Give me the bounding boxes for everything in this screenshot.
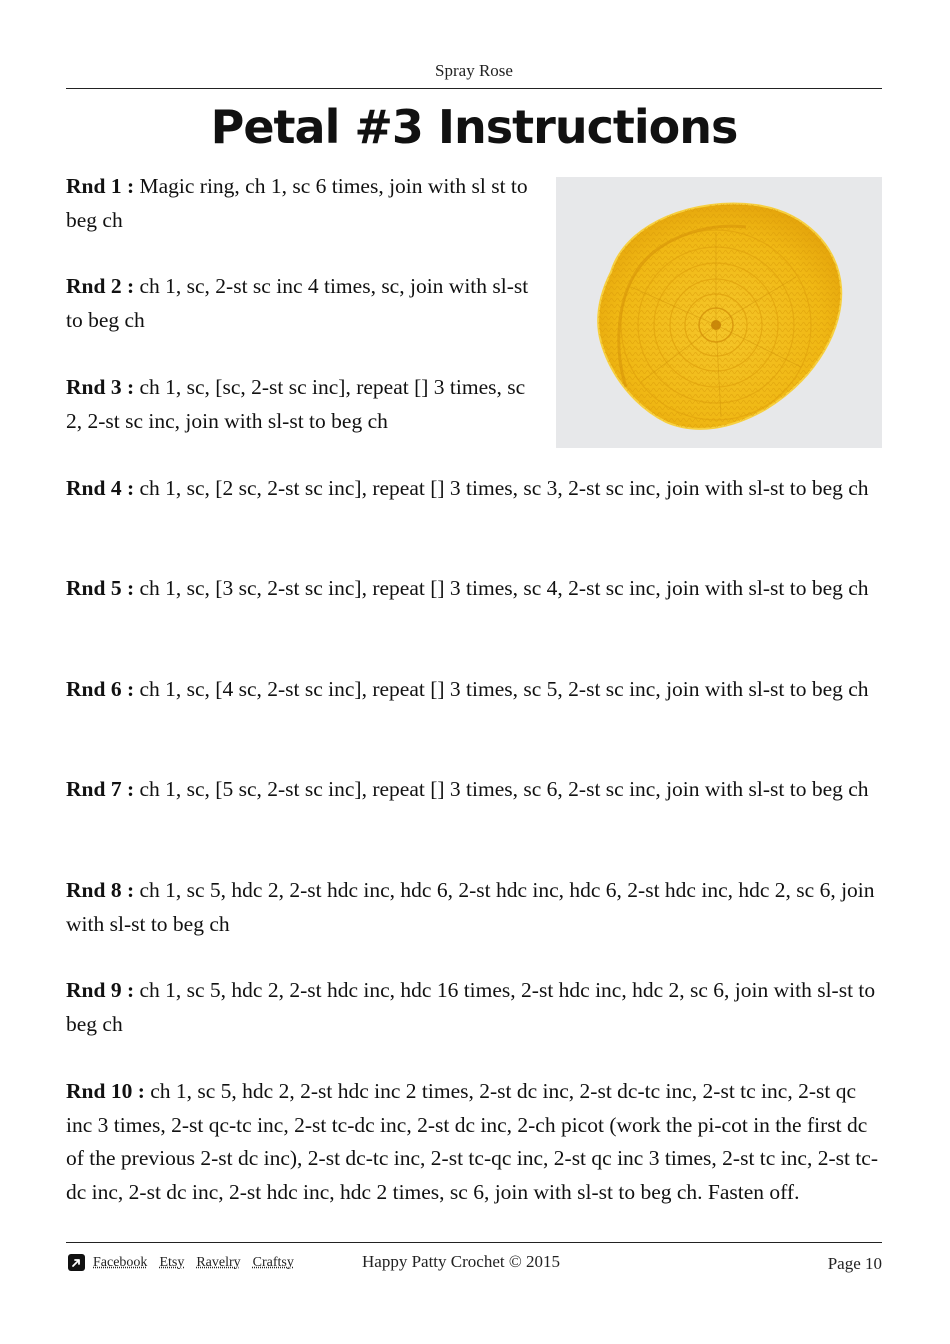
round-4-text: ch 1, sc, [2 sc, 2-st sc inc], repeat [] 3 times, sc 3, 2-st sc inc, join with sl-st to beg ch <box>134 476 869 500</box>
round-10-label: Rnd 10 : <box>66 1079 145 1103</box>
round-2-instruction <box>66 270 544 337</box>
header-rule <box>66 88 882 89</box>
round-8-text: ch 1, sc 5, hdc 2, 2-st hdc inc, hdc 6, 2-st hdc inc, hdc 6, 2-st hdc inc, hdc 2, sc 6, join with sl-st to beg ch <box>66 878 875 936</box>
round-6-text: ch 1, sc, [4 sc, 2-st sc inc], repeat [] 3 times, sc 5, 2-st sc inc, join with sl-st to beg ch <box>134 677 869 701</box>
page-title: Petal #3 Instructions <box>210 100 738 154</box>
round-9-label: Rnd 9 : <box>66 978 135 1002</box>
round-3-label: Rnd 3 : <box>66 375 135 399</box>
round-2-label: Rnd 2 : <box>66 274 135 298</box>
round-10-instruction <box>66 1075 884 1209</box>
round-9-instruction <box>66 974 884 1041</box>
ravelry-link[interactable]: Ravelry <box>196 1254 241 1270</box>
round-1-text: Magic ring, ch 1, sc 6 times, join with sl st to beg ch <box>66 174 528 232</box>
round-10-text: ch 1, sc 5, hdc 2, 2-st hdc inc 2 times, 2-st dc inc, 2-st dc-tc inc, 2-st tc inc, 2-st qc inc 3 times, 2-st qc-tc inc, 2-st tc-dc inc, 2-st dc inc, 2-ch picot (work the pi-cot in the first dc of the previous 2-st dc inc), 2-st dc-tc inc, 2-st tc-qc inc, 2-st qc inc 3 times, 2-st tc inc, 2-st tc-dc inc, 2-st dc inc, 2-st hdc inc, hdc 2 times, sc 6, join with sl-st to beg ch. Fasten off. <box>66 1079 879 1204</box>
external-link-icon <box>68 1254 85 1271</box>
round-3-instruction <box>66 371 544 438</box>
round-7-label: Rnd 7 : <box>66 777 135 801</box>
facebook-link[interactable]: Facebook <box>93 1254 148 1270</box>
copyright-notice: Happy Patty Crochet © 2015 <box>362 1252 560 1271</box>
round-5-label: Rnd 5 : <box>66 576 135 600</box>
round-4-label: Rnd 4 : <box>66 476 135 500</box>
footer-rule <box>66 1242 882 1243</box>
running-header: Spray Rose <box>435 61 513 80</box>
crochet-petal-photo <box>556 177 882 448</box>
craftsy-link[interactable]: Craftsy <box>252 1254 294 1270</box>
round-5-text: ch 1, sc, [3 sc, 2-st sc inc], repeat [] 3 times, sc 4, 2-st sc inc, join with sl-st to beg ch <box>134 576 869 600</box>
round-7-text: ch 1, sc, [5 sc, 2-st sc inc], repeat [] 3 times, sc 6, 2-st sc inc, join with sl-st to beg ch <box>134 777 869 801</box>
crochet-petal-illustration <box>556 177 882 448</box>
round-1-label: Rnd 1 : <box>66 174 135 198</box>
round-1-instruction <box>66 170 544 237</box>
round-8-label: Rnd 8 : <box>66 878 135 902</box>
round-8-instruction <box>66 874 884 941</box>
round-5-instruction <box>66 572 884 606</box>
round-6-instruction <box>66 673 884 707</box>
round-9-text: ch 1, sc 5, hdc 2, 2-st hdc inc, hdc 16 times, 2-st hdc inc, hdc 2, sc 6, join with sl-st to beg ch <box>66 978 876 1036</box>
round-2-text: ch 1, sc, 2-st sc inc 4 times, sc, join with sl-st to beg ch <box>66 274 529 332</box>
round-6-label: Rnd 6 : <box>66 677 135 701</box>
round-7-instruction <box>66 773 884 807</box>
page-number: Page 10 <box>827 1254 882 1273</box>
footer-social-links <box>68 1254 306 1271</box>
round-3-text: ch 1, sc, [sc, 2-st sc inc], repeat [] 3 times, sc 2, 2-st sc inc, join with sl-st to beg ch <box>66 375 526 433</box>
etsy-link[interactable]: Etsy <box>159 1254 185 1270</box>
round-4-instruction <box>66 472 884 506</box>
